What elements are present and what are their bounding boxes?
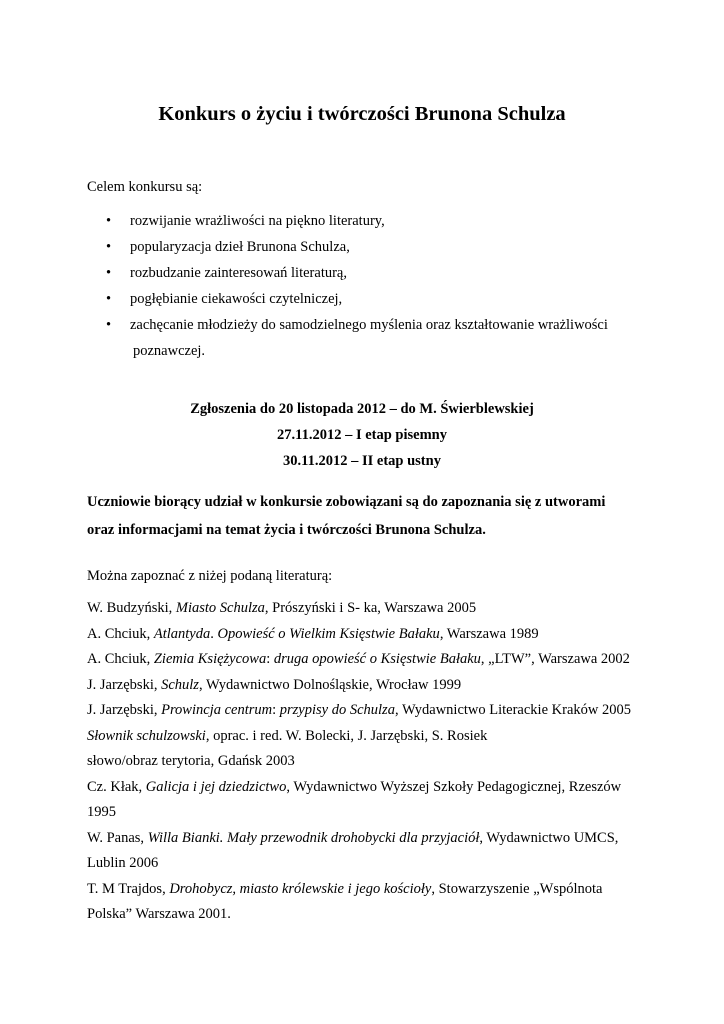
goals-list bbox=[0, 208, 724, 364]
bullet-icon: • bbox=[106, 291, 112, 307]
notice-paragraph: Uczniowie biorący udział w konkursie zobowiązani są do zapoznania się z utworami oraz informacjami na temat życia i twórczości Brunona Schulza. bbox=[87, 494, 606, 538]
stage-two-line: 30.11.2012 – II etap ustny bbox=[283, 453, 441, 469]
bullet-icon: • bbox=[106, 213, 112, 229]
bibliography-item: Cz. Kłak, Galicja i jej dziedzictwo, Wydawnictwo Wyższej Szkoły Pedagogicznej, Rzeszów bbox=[87, 778, 622, 795]
bibliography-item: W. Budzyński, Miasto Schulza, Prószyński i S- ka, Warszawa 2005 bbox=[87, 600, 477, 616]
intro-text: Celem konkursu są: bbox=[87, 179, 203, 195]
list-item: • rozwijanie wrażliwości na piękno literatury, bbox=[0, 208, 724, 234]
deadline-line: Zgłoszenia do 20 listopada 2012 – do M. Świerblewskiej bbox=[190, 401, 534, 417]
bibliography-item: Słownik schulzowski, oprac. i red. W. Bolecki, J. Jarzębski, S. Rosiek bbox=[87, 727, 488, 744]
list-item-continuation: poznawczej. bbox=[133, 343, 206, 359]
literature-lead: Można zapoznać z niżej podaną literaturą: bbox=[87, 568, 333, 584]
bibliography-item-continuation: Lublin 2006 bbox=[87, 855, 159, 871]
list-item: • zachęcanie młodzieży do samodzielnego myślenia oraz kształtowanie wrażliwości poznawczej. bbox=[0, 312, 724, 364]
bibliography-item: A. Chciuk, Atlantyda. Opowieść o Wielkim Księstwie Bałaku, Warszawa 1989 bbox=[87, 625, 539, 642]
list-item: • rozbudzanie zainteresowań literaturą, bbox=[0, 260, 724, 286]
list-item: • popularyzacja dzieł Brunona Schulza, bbox=[0, 234, 724, 260]
bibliography-item: A. Chciuk, Ziemia Księżycowa: druga opowieść o Księstwie Bałaku, „LTW”, Warszawa 2002 bbox=[87, 651, 630, 667]
bibliography-item: T. M Trajdos, Drohobycz, miasto królewskie i jego kościoły, Stowarzyszenie „Wspólnota bbox=[87, 880, 603, 897]
bullet-icon: • bbox=[106, 317, 112, 333]
bibliography-item: W. Panas, Willa Bianki. Mały przewodnik drohobycki dla przyjaciół, Wydawnictwo UMCS, bbox=[87, 829, 619, 846]
stage-one-line: 27.11.2012 – I etap pisemny bbox=[277, 427, 447, 443]
bibliography-item-continuation: 1995 bbox=[87, 804, 116, 820]
bibliography-item-continuation: słowo/obraz terytoria, Gdańsk 2003 bbox=[87, 753, 295, 769]
page-title: Konkurs o życiu i twórczości Brunona Schulza bbox=[158, 103, 566, 125]
bibliography-item: J. Jarzębski, Prowincja centrum: przypisy do Schulza, Wydawnictwo Literackie Kraków 2005 bbox=[87, 702, 631, 718]
bibliography bbox=[87, 596, 687, 928]
dates-block bbox=[0, 396, 724, 474]
bullet-icon: • bbox=[106, 265, 112, 281]
bibliography-item-continuation: Polska” Warszawa 2001. bbox=[87, 906, 231, 922]
bibliography-item: J. Jarzębski, Schulz, Wydawnictwo Dolnośląskie, Wrocław 1999 bbox=[87, 676, 462, 693]
bullet-icon: • bbox=[106, 239, 112, 255]
list-item: • pogłębianie ciekawości czytelniczej, bbox=[0, 286, 724, 312]
